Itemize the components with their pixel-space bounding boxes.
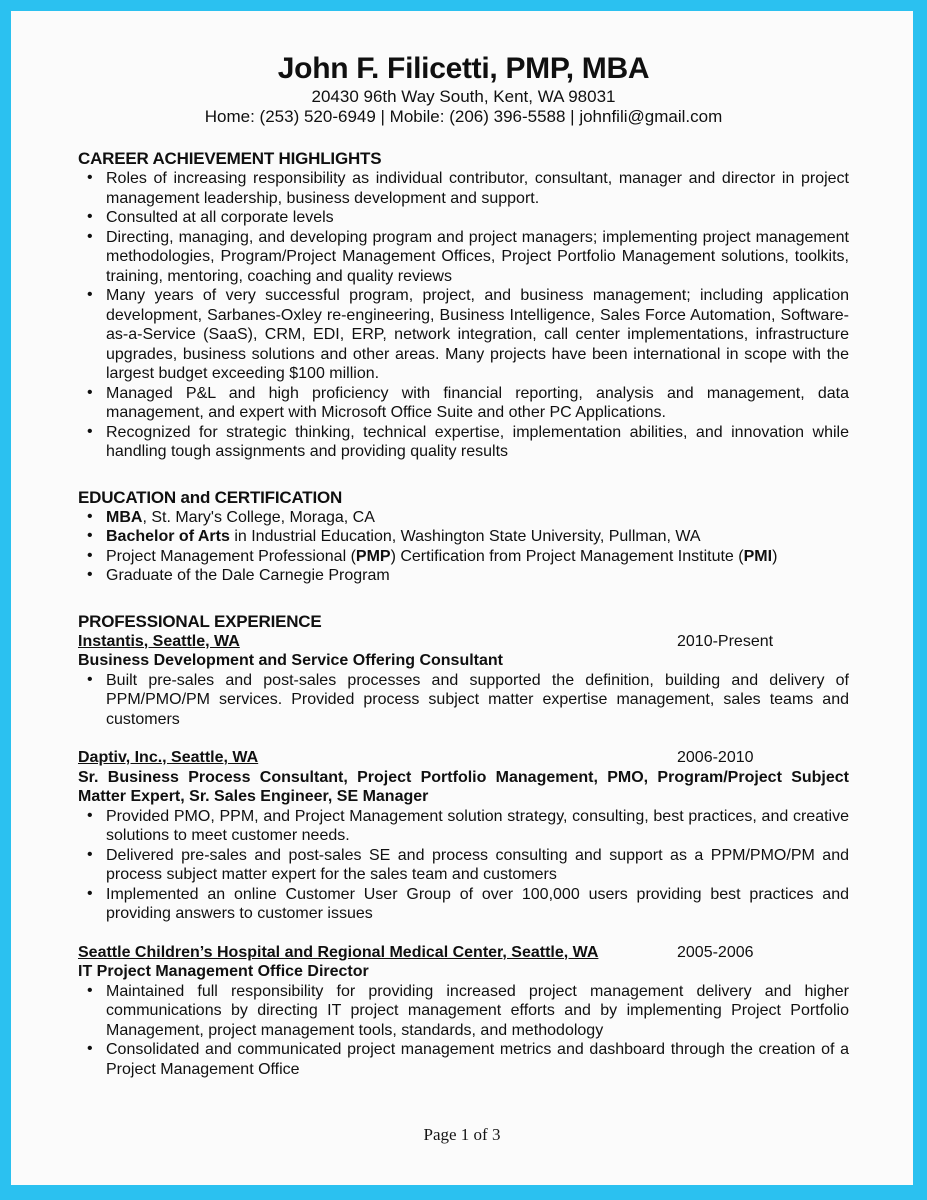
text-run: Roles of increasing responsibility as individual contributor, consultant, manager and director in project management leadership, business development and support. [106, 170, 849, 207]
bullet-icon: • [87, 227, 93, 245]
bullet-icon: • [87, 546, 93, 564]
bullet-icon: • [87, 566, 93, 583]
bullet-item [78, 671, 849, 730]
text-run: Consulted at all corporate levels [106, 209, 334, 226]
text-run: Project Management Professional ( [106, 547, 356, 565]
bullet-icon: • [87, 286, 93, 303]
bullet-icon: • [87, 208, 93, 225]
bullet-item [78, 885, 849, 924]
bullet-list [78, 169, 849, 462]
section-education-and-certification [78, 488, 849, 586]
bullet-icon: • [87, 383, 93, 401]
section-career-achievement-highlights [78, 149, 849, 462]
job-dates: 2010-Present [677, 632, 774, 650]
text-run: Maintained full responsibility for providing increased project management delivery and higher communications by directing IT project management efforts and by implementing Project Portfolio Management, project management tools, standards, and methodology [106, 982, 849, 1039]
resume-content [11, 11, 913, 1079]
candidate-address: 20430 96th Way South, Kent, WA 98031 [311, 87, 616, 106]
bullet-icon: • [87, 884, 93, 902]
resume-sections [78, 149, 849, 1079]
job-entry [78, 748, 849, 924]
bullet-icon: • [87, 845, 93, 863]
section-heading: EDUCATION and CERTIFICATION [78, 487, 343, 507]
text-run: Recognized for strategic thinking, technical expertise, implementation abilities, and innovation while handling tough assignments and providing quality results [106, 423, 849, 460]
bold-text-run: PMI [743, 547, 773, 565]
candidate-contact: Home: (253) 520-6949 | Mobile: (206) 396-5588 | johnfili@gmail.com [204, 107, 723, 126]
bullet-list [78, 671, 849, 730]
text-run: Directing, managing, and developing program and project managers; implementing project management methodologies, Program/Project Management Offices, Project Portfolio Management solutions, toolkits, training, mentoring, coaching and quality reviews [106, 228, 849, 285]
company-name: Instantis, Seattle, WA [78, 632, 240, 650]
bullet-icon: • [87, 527, 93, 544]
company-name: Seattle Children’s Hospital and Regional Medical Center, Seattle, WA [78, 943, 599, 961]
bullet-item [78, 982, 849, 1041]
text-run: Provided PMO, PPM, and Project Management solution strategy, consulting, best practices, and creative solutions to meet customer needs. [106, 807, 849, 844]
bold-text-run: Bachelor of Arts [106, 528, 230, 545]
job-title: Business Development and Service Offering Consultant [78, 652, 503, 669]
bullet-list [78, 807, 849, 924]
bold-text-run: PMP [355, 547, 391, 565]
company-name: Daptiv, Inc., Seattle, WA [78, 749, 259, 766]
text-run: Implemented an online Customer User Group of over 100,000 users providing best practices and providing answers to customer issues [106, 885, 849, 922]
bullet-item [78, 527, 849, 547]
bullet-icon: • [87, 169, 93, 186]
job-header [78, 632, 849, 652]
job-entry [78, 943, 849, 1080]
text-run: ) [772, 547, 778, 565]
job-dates: 2005-2006 [677, 943, 754, 961]
bullet-item [78, 566, 849, 586]
text-run: ) Certification from Project Management Institute ( [390, 547, 744, 565]
bullet-icon: • [87, 1040, 93, 1057]
bullet-list [78, 982, 849, 1080]
bullet-item [78, 423, 849, 462]
bullet-icon: • [87, 806, 93, 824]
job-header [78, 748, 849, 768]
text-run: , St. Mary's College, Moraga, CA [142, 508, 375, 526]
bullet-item [78, 384, 849, 423]
text-run: Many years of very successful program, project, and business management; including application development, Sarbanes-Oxley re-engineering, Business Intelligence, Sales Force Automation, Software-as-a-Service (SaaS), CRM, EDI, ERP, network integration, call center implementations, infrastructure upgrades, business solutions and other areas. Many projects have been international in scope with the largest budget exceeding $100 million. [106, 287, 849, 382]
text-run: in Industrial Education, Washington State University, Pullman, WA [229, 528, 701, 545]
bullet-item [78, 286, 849, 384]
job-dates: 2006-2010 [677, 749, 754, 766]
bullet-icon: • [87, 981, 93, 999]
candidate-name: John F. Filicetti, PMP, MBA [277, 52, 650, 85]
job-header [78, 943, 849, 963]
bullet-item [78, 846, 849, 885]
bullet-item [78, 228, 849, 287]
text-run: Graduate of the Dale Carnegie Program [106, 567, 390, 584]
section-professional-experience [78, 612, 849, 1080]
section-heading: PROFESSIONAL EXPERIENCE [78, 611, 322, 631]
bullet-list [78, 508, 849, 586]
text-run: Delivered pre-sales and post-sales SE and process consulting and support as a PPM/PMO/PM and process subject matter expert for the sales team and customers [106, 846, 849, 883]
bullet-item [78, 1040, 849, 1079]
bullet-icon: • [87, 670, 93, 688]
section-heading: CAREER ACHIEVEMENT HIGHLIGHTS [78, 149, 382, 168]
text-run: Built pre-sales and post-sales processes and supported the definition, building and delivery of PPM/PMO/PM services. Provided process subject matter expertise management, sales teams and customers [106, 671, 849, 728]
bullet-item [78, 508, 849, 528]
bullet-item [78, 807, 849, 846]
bold-text-run: MBA [106, 508, 143, 526]
job-entry [78, 632, 849, 730]
bullet-icon: • [87, 507, 93, 525]
text-run: Consolidated and communicated project management metrics and dashboard through the creation of a Project Management Office [106, 1041, 849, 1078]
text-run: Managed P&L and high proficiency with financial reporting, analysis and management, data management, and expert with Microsoft Office Suite and other PC Applications. [106, 384, 849, 421]
job-title: IT Project Management Office Director [78, 963, 369, 980]
bullet-item [78, 547, 849, 567]
job-title: Sr. Business Process Consultant, Project Portfolio Management, PMO, Program/Project Subject Matter Expert, Sr. Sales Engineer, SE Manager [78, 768, 849, 805]
bullet-icon: • [87, 422, 93, 440]
bullet-item [78, 208, 849, 228]
page-number: Page 1 of 3 [423, 1125, 501, 1144]
bullet-item [78, 169, 849, 208]
resume-header [78, 51, 849, 127]
